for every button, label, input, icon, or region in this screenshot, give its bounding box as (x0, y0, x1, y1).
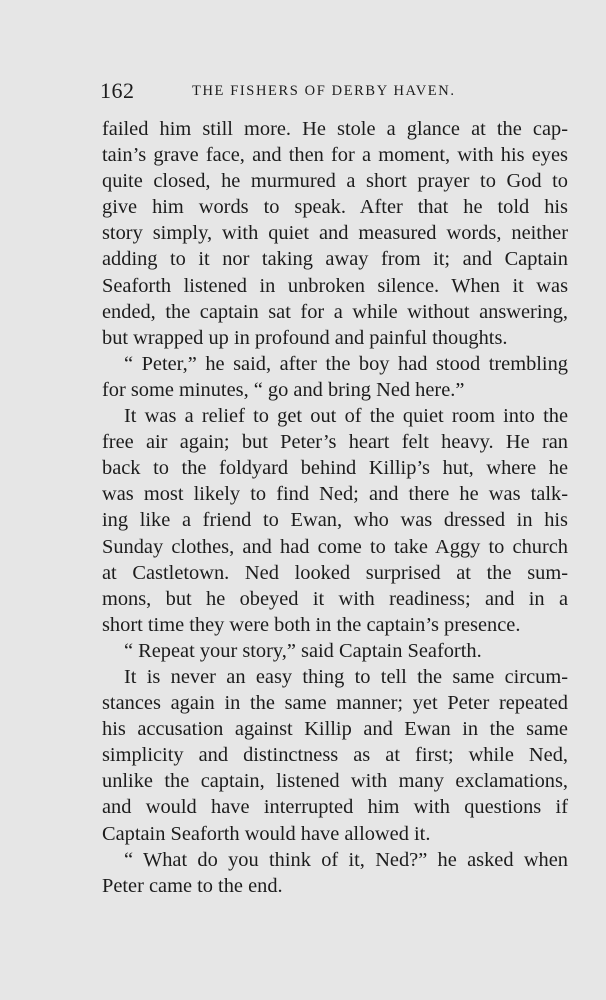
running-head (100, 78, 570, 108)
text-line: “ Repeat your story,” said Captain Seaforth. (124, 639, 482, 662)
book-title: THE FISHERS OF DERBY HAVEN. (192, 83, 456, 99)
text-line: at Castletown. Ned looked surprised at the sum- (102, 561, 568, 584)
text-line: adding to it nor taking away from it; and Captain (102, 248, 568, 271)
text-line: Seaforth listened in unbroken silence. When it was (102, 274, 568, 297)
text-line: unlike the captain, listened with many exclamations, (102, 770, 568, 793)
text-line: “ Peter,” he said, after the boy had stood trembling (124, 352, 568, 375)
text-line: and would have interrupted him with questions if (102, 796, 568, 819)
text-line: simplicity and distinctness as at first; while Ned, (102, 744, 568, 767)
body-text (102, 116, 568, 899)
text-line: Captain Seaforth would have allowed it. (102, 822, 431, 845)
text-line: was most likely to find Ned; and there he was talk- (102, 483, 568, 506)
text-line: “ What do you think of it, Ned?” he asked when (124, 848, 568, 871)
text-line: but wrapped up in profound and painful thoughts. (102, 326, 508, 349)
text-line: ended, the captain sat for a while without answering, (102, 300, 568, 323)
text-line: his accusation against Killip and Ewan in the same (102, 718, 568, 741)
text-line: quite closed, he murmured a short prayer to God to (102, 170, 568, 193)
text-line: It is never an easy thing to tell the same circum- (124, 665, 568, 688)
text-line: give him words to speak. After that he told his (102, 196, 568, 219)
text-line: back to the foldyard behind Killip’s hut, where he (102, 457, 568, 480)
text-line: Sunday clothes, and had come to take Aggy to church (102, 535, 568, 558)
text-line: It was a relief to get out of the quiet room into the (124, 405, 568, 428)
text-line: ing like a friend to Ewan, who was dressed in his (102, 509, 568, 532)
text-line: story simply, with quiet and measured words, neither (102, 222, 568, 245)
text-line: for some minutes, “ go and bring Ned here.” (102, 378, 465, 401)
text-line: short time they were both in the captain’s presence. (102, 613, 521, 636)
text-line: tain’s grave face, and then for a moment, with his eyes (102, 144, 568, 167)
text-line: mons, but he obeyed it with readiness; and in a (102, 587, 568, 610)
text-line: failed him still more. He stole a glance at the cap- (102, 118, 568, 140)
text-line: Peter came to the end. (102, 874, 283, 897)
page-number: 162 (100, 78, 135, 103)
text-line: free air again; but Peter’s heart felt heavy. He ran (102, 431, 568, 454)
text-line: stances again in the same manner; yet Peter repeated (102, 692, 568, 715)
